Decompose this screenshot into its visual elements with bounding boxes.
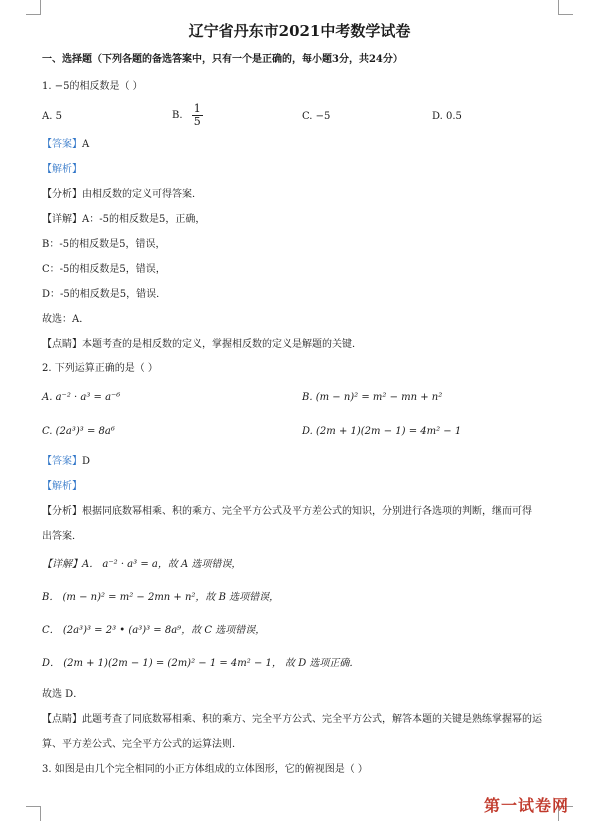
q1-line-c: C：-5的相反数是5，错误， (42, 264, 166, 275)
answer-value: D (82, 456, 91, 467)
q2-fenxi-line2: 出答案． (42, 531, 82, 542)
q2-dianjing-line2: 算、平方差公式、完全平方公式的运算法则． (42, 739, 242, 750)
section-heading: 一、选择题（下列各题的备选答案中，只有一个是正确的，每小题3分，共24分） (42, 54, 403, 65)
q2-dianjing-line1: 【点睛】此题考查了同底数幂相乘、积的乘方、完全平方公式、完全平方公式，解答本题的关键是熟练掌握幂的运 (42, 714, 542, 725)
q2-choose: 故选 D． (42, 689, 84, 700)
q1-dianjing: 【点睛】本题考查的是相反数的定义，掌握相反数的定义是解题的关键． (42, 339, 362, 350)
q2-analysis-tag: 【解析】 (42, 481, 82, 492)
q3-stem: 3. 如图是由几个完全相同的小正方体组成的立体图形，它的俯视图是（ ） (42, 764, 368, 775)
q1-option-d: D. 0.5 (432, 111, 462, 122)
fraction-denominator: 5 (193, 115, 201, 128)
q1-answer (42, 138, 89, 152)
fraction-numerator: 1 (193, 102, 201, 115)
answer-tag: 【答案】 (42, 456, 82, 467)
q2-option-a: A. a⁻² · a³ = a⁻⁶ (42, 392, 121, 403)
q1-fenxi: 【分析】由相反数的定义可得答案． (42, 189, 202, 200)
crop-mark-top-right (558, 0, 573, 15)
answer-value: A (82, 139, 90, 150)
page-title: 辽宁省丹东市2021中考数学试卷 (188, 22, 411, 40)
q2-xiangjie-c: C． (2a³)³ = 2³ • (a³)³ = 8a⁹，故 C 选项错误， (42, 625, 266, 636)
q2-option-d: D. (2m + 1)(2m − 1) = 4m² − 1 (302, 426, 462, 437)
crop-mark-bottom-left (26, 806, 41, 821)
q2-fenxi-line1: 【分析】根据同底数幂相乘、积的乘方、完全平方公式及平方差公式的知识，分别进行各选项的判断，继而可得 (42, 506, 532, 517)
q2-answer (42, 455, 90, 469)
q1-option-c: C. −5 (302, 111, 331, 122)
answer-tag: 【答案】 (42, 139, 82, 150)
q2-option-b: B. (m − n)² = m² − mn + n² (302, 392, 443, 403)
q1-xiangjie: 【详解】A：-5的相反数是5，正确， (42, 214, 206, 225)
q1-line-d: D：-5的相反数是5，错误． (42, 289, 167, 300)
q2-stem: 2. 下列运算正确的是（ ） (42, 363, 158, 374)
q1-option-a: A. 5 (42, 111, 62, 122)
q1-option-b (172, 103, 203, 128)
q1-line-b: B：-5的相反数是5，错误， (42, 239, 166, 250)
q1-option-b-fraction (192, 103, 203, 128)
q1-option-b-label: B. (172, 110, 183, 121)
q1-choose: 故选：A． (42, 314, 90, 325)
q1-stem: 1. −5的相反数是（ ） (42, 81, 143, 92)
watermark-logo: 第一试卷网 (484, 796, 570, 815)
q2-option-c: C. (2a³)³ = 8a⁶ (42, 426, 115, 437)
q2-xiangjie-d: D． (2m + 1)(2m − 1) = (2m)² − 1 = 4m² − 1， 故 D 选项正确． (42, 658, 360, 669)
q1-analysis-tag: 【解析】 (42, 164, 82, 175)
q2-xiangjie-a: 【详解】A． a⁻² · a³ = a，故 A 选项错误， (42, 559, 242, 570)
crop-mark-top-left (26, 0, 41, 15)
q2-xiangjie-b: B． (m − n)² = m² − 2mn + n²，故 B 选项错误， (42, 592, 280, 603)
